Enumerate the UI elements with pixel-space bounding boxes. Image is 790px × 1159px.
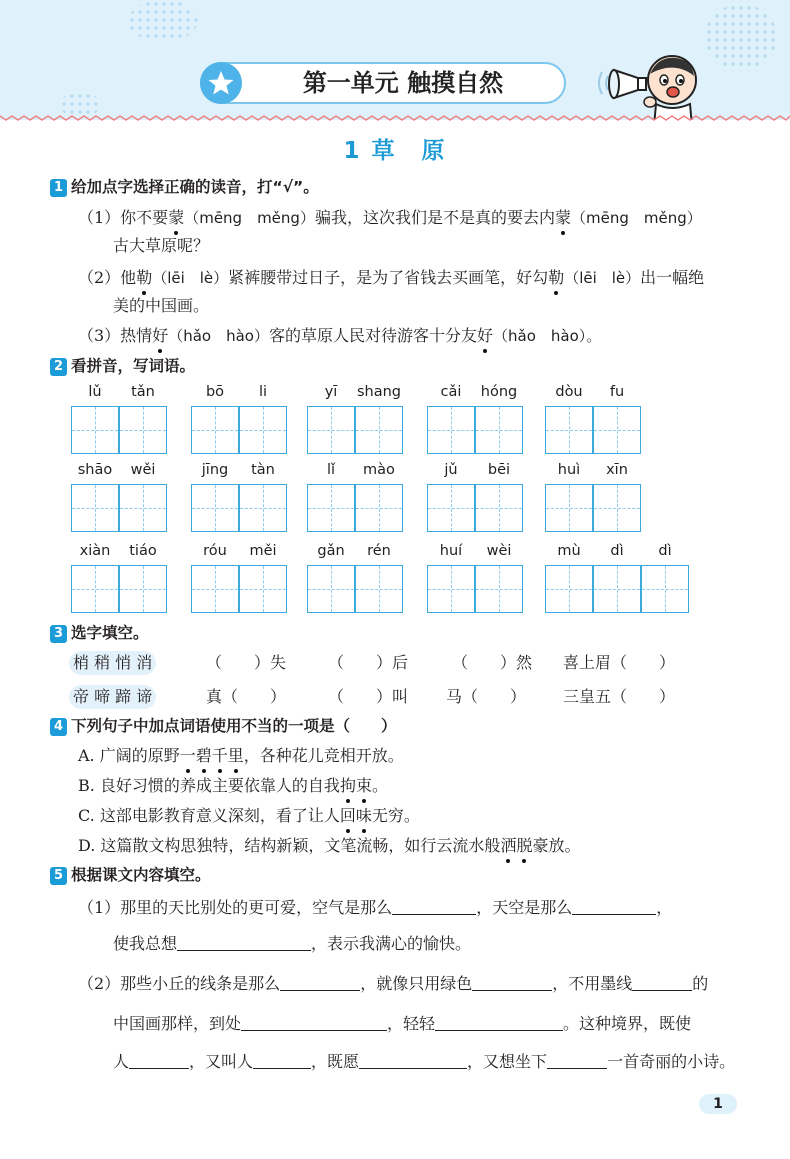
text: ，又想坐下 bbox=[467, 1052, 548, 1071]
pinyin-syllable: róu bbox=[203, 543, 227, 559]
decor-dots bbox=[705, 4, 777, 70]
pinyin-choice[interactable]: （hǎo hào） bbox=[168, 327, 269, 345]
q1-line-1 bbox=[78, 206, 702, 230]
pinyin-syllable: wěi bbox=[130, 462, 156, 478]
star-icon bbox=[200, 62, 242, 104]
pinyin-syllable: měi bbox=[249, 543, 277, 559]
fill-item[interactable]: 三皇五（ ） bbox=[563, 687, 676, 706]
star-badge bbox=[200, 62, 242, 104]
question-number: 4 bbox=[50, 718, 67, 736]
writing-cell[interactable] bbox=[191, 565, 239, 613]
answer-blank[interactable] bbox=[632, 972, 692, 991]
q5-line-2 bbox=[113, 932, 471, 956]
text: （1）你不要 bbox=[78, 208, 169, 227]
pinyin-choice[interactable]: （hǎo hào）。 bbox=[493, 327, 602, 345]
pinyin-choice[interactable]: （mēng měng） bbox=[570, 209, 702, 227]
text: 骗我，这次我们是不是真的要去内 bbox=[314, 208, 555, 227]
q5-line-1 bbox=[78, 896, 672, 920]
writing-cell[interactable] bbox=[475, 406, 523, 454]
pinyin-syllable: lǐ bbox=[326, 462, 336, 478]
writing-cell[interactable] bbox=[355, 565, 403, 613]
writing-cell[interactable] bbox=[239, 484, 287, 532]
writing-cell[interactable] bbox=[475, 484, 523, 532]
text: （3）热情 bbox=[78, 326, 153, 345]
pinyin-syllable: dì bbox=[610, 543, 624, 559]
text: （1）那里的天比别处的更可爱，空气是那么 bbox=[78, 898, 393, 917]
lesson-title: 1 草 原 bbox=[343, 138, 447, 164]
question-number: 3 bbox=[50, 625, 67, 643]
writing-cell[interactable] bbox=[71, 484, 119, 532]
pinyin-syllable: shāo bbox=[77, 462, 113, 478]
writing-cell[interactable] bbox=[71, 565, 119, 613]
writing-cell[interactable] bbox=[71, 406, 119, 454]
answer-blank[interactable] bbox=[177, 932, 311, 951]
page-number-badge bbox=[699, 1094, 737, 1114]
option-b[interactable] bbox=[78, 774, 388, 798]
text: ，轻轻 bbox=[387, 1014, 436, 1033]
pinyin-syllable: shang bbox=[356, 384, 402, 400]
dotted-word: 回味 bbox=[340, 806, 372, 825]
text: 出一幅绝 bbox=[640, 268, 705, 287]
text: 客的草原人民对待游客十分友 bbox=[268, 326, 477, 345]
pinyin-syllable: tiáo bbox=[129, 543, 157, 559]
answer-blank[interactable] bbox=[359, 1050, 467, 1069]
question-title: 给加点字选择正确的读音，打“√”。 bbox=[71, 178, 319, 196]
question-4-heading bbox=[50, 715, 397, 737]
dotted-char: 好 bbox=[152, 324, 168, 348]
pinyin-syllable: hóng bbox=[480, 384, 518, 400]
pinyin-syllable: yī bbox=[324, 384, 338, 400]
pinyin-syllable: cǎi bbox=[440, 384, 462, 400]
pinyin-syllable: rén bbox=[367, 543, 391, 559]
answer-blank[interactable] bbox=[435, 1012, 563, 1031]
writing-cell[interactable] bbox=[545, 484, 593, 532]
question-title: 下列句子中加点词语使用不当的一项是（ ） bbox=[71, 717, 397, 735]
writing-cell[interactable] bbox=[355, 484, 403, 532]
fill-item[interactable]: （ ）叫 bbox=[328, 687, 409, 706]
answer-blank[interactable] bbox=[280, 972, 360, 991]
char-options-chip: 帝 啼 蹄 谛 bbox=[69, 685, 156, 709]
pinyin-syllable: jǔ bbox=[444, 462, 458, 478]
q5-line-5 bbox=[113, 1050, 735, 1074]
question-3-heading bbox=[50, 622, 149, 644]
text: B. 良好习惯的养成主要依靠人的自我 bbox=[78, 776, 340, 795]
text: D. 这篇散文构思独特，结构新颖，文笔流畅，如行云流水般 bbox=[78, 836, 501, 855]
unit-title: 第一单元 触摸自然 bbox=[302, 69, 504, 97]
writing-cell[interactable] bbox=[593, 484, 641, 532]
text: 中国画那样，到处 bbox=[113, 1014, 242, 1033]
dotted-char: 勒 bbox=[548, 266, 564, 290]
dotted-word: 洒脱 bbox=[500, 836, 532, 855]
text: 人 bbox=[113, 1052, 130, 1071]
q1-line-2b: 美的中国画。 bbox=[113, 296, 210, 315]
writing-cell[interactable] bbox=[307, 406, 355, 454]
writing-cell[interactable] bbox=[593, 565, 641, 613]
pinyin-choice[interactable]: （lēi lè） bbox=[564, 269, 641, 287]
pinyin-syllable: jīng bbox=[201, 462, 229, 478]
pinyin-syllable: dì bbox=[658, 543, 672, 559]
writing-cell[interactable] bbox=[355, 406, 403, 454]
pinyin-choice[interactable]: （lēi lè） bbox=[152, 269, 229, 287]
text: C. 这部电影教育意义深刻，看了让人 bbox=[78, 806, 340, 825]
pinyin-syllable: wèi bbox=[486, 543, 512, 559]
dotted-char: 蒙 bbox=[168, 206, 184, 230]
answer-blank[interactable] bbox=[129, 1050, 189, 1069]
writing-cell[interactable] bbox=[239, 565, 287, 613]
header-zigzag-edge bbox=[0, 112, 790, 122]
q5-line-3 bbox=[78, 972, 708, 996]
text: 紧裤腰带过日子，是为了省钱去买画笔，好勾 bbox=[228, 268, 549, 287]
fill-item[interactable]: （ ）后 bbox=[328, 653, 409, 672]
text: ，就像只用绿色 bbox=[360, 974, 473, 993]
fill-item[interactable]: （ ）然 bbox=[452, 653, 533, 672]
answer-blank[interactable] bbox=[241, 1012, 387, 1031]
q1-line-3 bbox=[78, 324, 601, 348]
pinyin-syllable: huì bbox=[557, 462, 581, 478]
text: ，不用墨线 bbox=[552, 974, 633, 993]
text: （2）那些小丘的线条是那么 bbox=[78, 974, 281, 993]
text: ， bbox=[656, 898, 673, 917]
text: ，表示我满心的愉快。 bbox=[311, 934, 472, 953]
pinyin-syllable: fu bbox=[609, 384, 625, 400]
unit-header-banner bbox=[0, 0, 790, 120]
fill-item[interactable]: 喜上眉（ ） bbox=[563, 653, 676, 672]
pinyin-syllable: li bbox=[258, 384, 268, 400]
fill-item[interactable]: （ ）失 bbox=[206, 653, 287, 672]
question-number: 2 bbox=[50, 358, 67, 376]
writing-cell[interactable] bbox=[545, 565, 593, 613]
dotted-char: 好 bbox=[477, 324, 493, 348]
writing-cell[interactable] bbox=[119, 484, 167, 532]
pinyin-syllable: xiàn bbox=[79, 543, 111, 559]
writing-cell[interactable] bbox=[239, 406, 287, 454]
text: 豪放。 bbox=[532, 836, 581, 855]
writing-cell[interactable] bbox=[119, 406, 167, 454]
text: 。 bbox=[371, 776, 388, 795]
text: ，天空是那么 bbox=[476, 898, 573, 917]
q1-line-1b: 古大草原呢？ bbox=[113, 236, 210, 255]
writing-cell[interactable] bbox=[427, 565, 475, 613]
writing-cell[interactable] bbox=[191, 484, 239, 532]
fill-item[interactable]: 真（ ） bbox=[206, 687, 287, 706]
text: 的 bbox=[692, 974, 709, 993]
answer-blank[interactable] bbox=[572, 896, 656, 915]
writing-cell[interactable] bbox=[545, 406, 593, 454]
answer-blank[interactable] bbox=[472, 972, 552, 991]
writing-cell[interactable] bbox=[641, 565, 689, 613]
question-5-heading bbox=[50, 864, 211, 886]
q5-line-4 bbox=[113, 1012, 691, 1036]
answer-blank[interactable] bbox=[392, 896, 476, 915]
pinyin-syllable: huí bbox=[439, 543, 463, 559]
writing-cell[interactable] bbox=[427, 406, 475, 454]
pinyin-syllable: gǎn bbox=[317, 543, 345, 559]
writing-cell[interactable] bbox=[191, 406, 239, 454]
option-d[interactable] bbox=[78, 834, 580, 858]
option-a[interactable] bbox=[78, 744, 404, 768]
dotted-char: 蒙 bbox=[555, 206, 571, 230]
question-number: 5 bbox=[50, 867, 67, 885]
text: 。这种境界，既使 bbox=[563, 1014, 692, 1033]
pinyin-syllable: bō bbox=[205, 384, 225, 400]
decor-dots bbox=[128, 0, 198, 42]
pinyin-syllable: lǔ bbox=[88, 384, 102, 400]
question-title: 根据课文内容填空。 bbox=[71, 866, 211, 884]
text: ，既愿 bbox=[311, 1052, 360, 1071]
megaphone-boy-icon bbox=[596, 50, 706, 120]
text: （2）他 bbox=[78, 268, 137, 287]
text: 无穷。 bbox=[371, 806, 420, 825]
pinyin-syllable: bēi bbox=[487, 462, 511, 478]
writing-cell[interactable] bbox=[427, 484, 475, 532]
pinyin-syllable: dòu bbox=[555, 384, 583, 400]
pinyin-syllable: xīn bbox=[606, 462, 628, 478]
writing-cell[interactable] bbox=[593, 406, 641, 454]
text: 使我总想 bbox=[113, 934, 178, 953]
dotted-char: 勒 bbox=[136, 266, 152, 290]
writing-cell[interactable] bbox=[307, 565, 355, 613]
pinyin-syllable: tàn bbox=[251, 462, 275, 478]
writing-cell[interactable] bbox=[119, 565, 167, 613]
answer-blank[interactable] bbox=[547, 1050, 607, 1069]
pinyin-syllable: tǎn bbox=[131, 384, 155, 400]
question-2-heading bbox=[50, 355, 195, 377]
pinyin-syllable: mào bbox=[363, 462, 395, 478]
char-options-chip: 梢 稍 悄 消 bbox=[69, 651, 156, 675]
pinyin-syllable: mù bbox=[557, 543, 581, 559]
fill-item[interactable]: 马（ ） bbox=[446, 687, 527, 706]
text: ，各种花儿竞相开放。 bbox=[243, 746, 404, 765]
question-1-heading bbox=[50, 176, 319, 198]
question-title: 看拼音，写词语。 bbox=[71, 357, 196, 375]
option-c[interactable] bbox=[78, 804, 420, 828]
text: 一首奇丽的小诗。 bbox=[607, 1052, 736, 1071]
answer-blank[interactable] bbox=[253, 1050, 311, 1069]
text: ，又叫人 bbox=[189, 1052, 254, 1071]
q1-line-2 bbox=[78, 266, 704, 290]
page-number: 1 bbox=[713, 1096, 723, 1112]
pinyin-choice[interactable]: （mēng měng） bbox=[184, 209, 315, 227]
question-title: 选字填空。 bbox=[71, 624, 149, 642]
writing-cell[interactable] bbox=[475, 565, 523, 613]
dotted-word: 一碧千里 bbox=[180, 746, 244, 765]
writing-cell[interactable] bbox=[307, 484, 355, 532]
dotted-word: 拘束 bbox=[340, 776, 372, 795]
text: A. 广阔的原野 bbox=[78, 746, 180, 765]
question-number: 1 bbox=[50, 179, 67, 197]
